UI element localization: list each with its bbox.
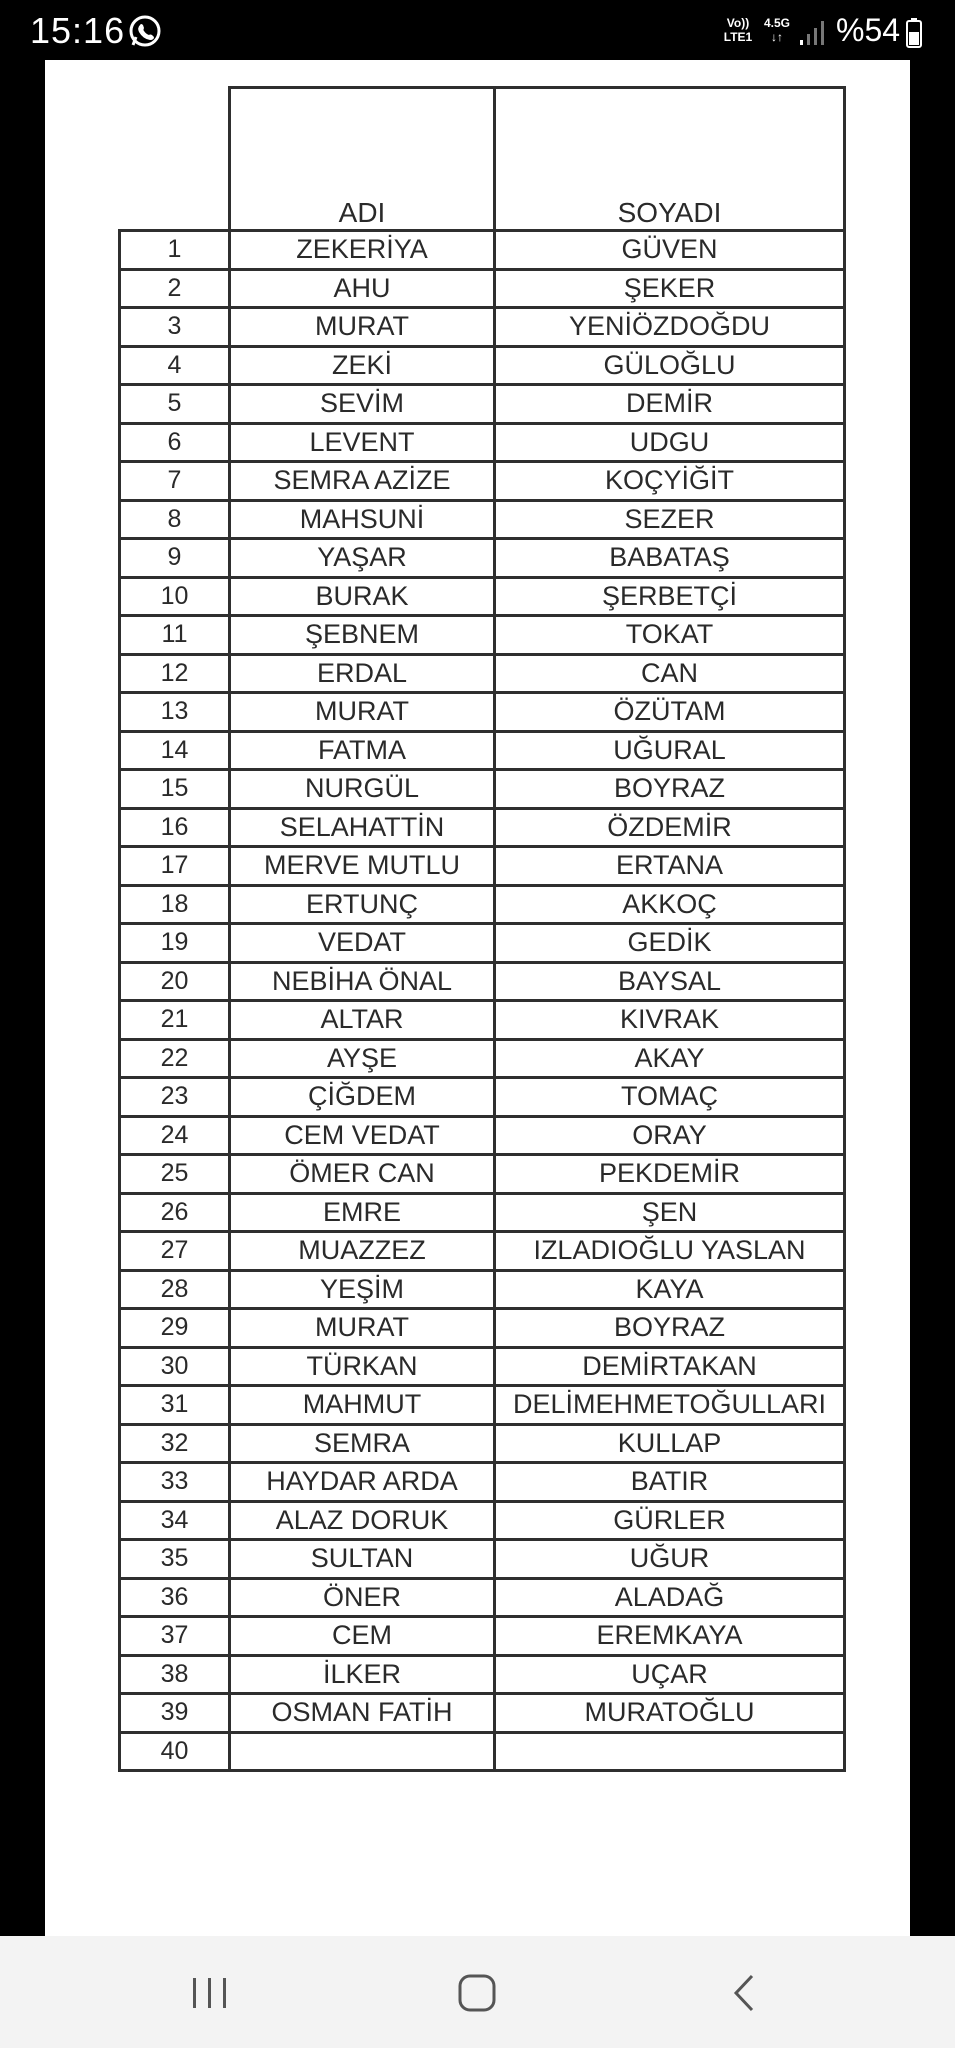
row-number: 36 — [120, 1578, 230, 1617]
table-row — [120, 1309, 845, 1348]
row-name: ÇİĞDEM — [230, 1078, 495, 1117]
row-number: 30 — [120, 1347, 230, 1386]
network-status — [718, 16, 758, 50]
table-row — [120, 269, 845, 308]
row-surname: KULLAP — [495, 1424, 845, 1463]
table-row — [120, 1039, 845, 1078]
row-number: 14 — [120, 731, 230, 770]
volte-label: Vo)) — [726, 16, 750, 30]
row-surname: CAN — [495, 654, 845, 693]
row-surname: KAYA — [495, 1270, 845, 1309]
row-surname: KOÇYİĞİT — [495, 462, 845, 501]
table-row — [120, 1655, 845, 1694]
back-icon[interactable] — [720, 1968, 770, 2018]
row-number: 22 — [120, 1039, 230, 1078]
table-row — [120, 577, 845, 616]
row-name: ZEKERİYA — [230, 231, 495, 270]
row-surname: TOMAÇ — [495, 1078, 845, 1117]
table-row — [120, 962, 845, 1001]
row-surname: DEMİRTAKAN — [495, 1347, 845, 1386]
battery-icon — [906, 18, 922, 48]
row-name: EMRE — [230, 1193, 495, 1232]
table-row — [120, 1116, 845, 1155]
row-surname: AKAY — [495, 1039, 845, 1078]
row-name: CEM VEDAT — [230, 1116, 495, 1155]
row-number: 5 — [120, 385, 230, 424]
table-row — [120, 885, 845, 924]
row-name: SEVİM — [230, 385, 495, 424]
row-number: 18 — [120, 885, 230, 924]
row-surname: KIVRAK — [495, 1001, 845, 1040]
table-row — [120, 1347, 845, 1386]
row-name: AHU — [230, 269, 495, 308]
row-name: ŞEBNEM — [230, 616, 495, 655]
network-gen — [760, 16, 794, 50]
row-name: ALTAR — [230, 1001, 495, 1040]
row-surname: TOKAT — [495, 616, 845, 655]
row-number: 24 — [120, 1116, 230, 1155]
table-row — [120, 693, 845, 732]
table-row — [120, 539, 845, 578]
navigation-bar — [0, 1936, 955, 2048]
table-row — [120, 1386, 845, 1425]
table-row — [120, 808, 845, 847]
table-row — [120, 346, 845, 385]
table-row — [120, 1463, 845, 1502]
row-number: 6 — [120, 423, 230, 462]
row-number: 12 — [120, 654, 230, 693]
table-row — [120, 1193, 845, 1232]
row-surname: BOYRAZ — [495, 1309, 845, 1348]
row-name: MURAT — [230, 693, 495, 732]
table-row — [120, 1232, 845, 1271]
table-row — [120, 1424, 845, 1463]
status-time: 15:16 — [30, 10, 126, 51]
row-name: HAYDAR ARDA — [230, 1463, 495, 1502]
home-icon[interactable] — [452, 1968, 502, 2018]
table-row — [120, 1732, 845, 1771]
row-surname: UĞURAL — [495, 731, 845, 770]
row-name: ALAZ DORUK — [230, 1501, 495, 1540]
document-image — [45, 60, 910, 1936]
row-surname: GEDİK — [495, 924, 845, 963]
row-name: NURGÜL — [230, 770, 495, 809]
row-number: 21 — [120, 1001, 230, 1040]
row-name: NEBİHA ÖNAL — [230, 962, 495, 1001]
table-row — [120, 1270, 845, 1309]
row-surname: YENİÖZDOĞDU — [495, 308, 845, 347]
table-row — [120, 1694, 845, 1733]
row-number: 10 — [120, 577, 230, 616]
table-row — [120, 770, 845, 809]
row-surname: DEMİR — [495, 385, 845, 424]
row-surname: ORAY — [495, 1116, 845, 1155]
table-header-row — [120, 88, 845, 231]
row-number: 27 — [120, 1232, 230, 1271]
table-row — [120, 1617, 845, 1656]
row-number: 39 — [120, 1694, 230, 1733]
network-gen-label: 4.5G — [763, 16, 790, 30]
row-surname: DELİMEHMETOĞULLARI — [495, 1386, 845, 1425]
row-name: MERVE MUTLU — [230, 847, 495, 886]
row-name: OSMAN FATİH — [230, 1694, 495, 1733]
row-surname: ÖZDEMİR — [495, 808, 845, 847]
row-surname: ŞERBETÇİ — [495, 577, 845, 616]
row-surname: ALADAĞ — [495, 1578, 845, 1617]
row-name: TÜRKAN — [230, 1347, 495, 1386]
row-surname: PEKDEMİR — [495, 1155, 845, 1194]
row-name: SULTAN — [230, 1540, 495, 1579]
row-surname: AKKOÇ — [495, 885, 845, 924]
row-number: 31 — [120, 1386, 230, 1425]
row-number: 2 — [120, 269, 230, 308]
whatsapp-icon — [128, 14, 162, 48]
header-surname: SOYADI — [495, 88, 845, 231]
row-number: 26 — [120, 1193, 230, 1232]
row-surname: MURATOĞLU — [495, 1694, 845, 1733]
row-surname: BATIR — [495, 1463, 845, 1502]
row-surname: GÜVEN — [495, 231, 845, 270]
row-number: 13 — [120, 693, 230, 732]
signal-icon — [798, 18, 826, 46]
row-number: 17 — [120, 847, 230, 886]
row-name: YAŞAR — [230, 539, 495, 578]
row-number: 7 — [120, 462, 230, 501]
row-surname: SEZER — [495, 500, 845, 539]
row-name: SEMRA — [230, 1424, 495, 1463]
row-name: SEMRA AZİZE — [230, 462, 495, 501]
row-number: 9 — [120, 539, 230, 578]
data-arrows-icon: ↓↑ — [771, 30, 783, 44]
row-surname: GÜRLER — [495, 1501, 845, 1540]
row-number: 25 — [120, 1155, 230, 1194]
row-surname: BAYSAL — [495, 962, 845, 1001]
row-number: 4 — [120, 346, 230, 385]
row-number: 38 — [120, 1655, 230, 1694]
row-number: 3 — [120, 308, 230, 347]
table-row — [120, 616, 845, 655]
row-name: ERDAL — [230, 654, 495, 693]
table-row — [120, 847, 845, 886]
row-surname: GÜLOĞLU — [495, 346, 845, 385]
row-name: MURAT — [230, 308, 495, 347]
row-number: 16 — [120, 808, 230, 847]
row-name: ERTUNÇ — [230, 885, 495, 924]
row-name: YEŞİM — [230, 1270, 495, 1309]
row-surname: EREMKAYA — [495, 1617, 845, 1656]
table-row — [120, 1540, 845, 1579]
table-row — [120, 731, 845, 770]
row-number: 20 — [120, 962, 230, 1001]
table-row — [120, 1078, 845, 1117]
table-row — [120, 423, 845, 462]
table-row — [120, 924, 845, 963]
header-name: ADI — [230, 88, 495, 231]
row-name: FATMA — [230, 731, 495, 770]
row-name: MUAZZEZ — [230, 1232, 495, 1271]
row-name: SELAHATTİN — [230, 808, 495, 847]
row-surname: BABATAŞ — [495, 539, 845, 578]
status-bar — [0, 0, 955, 60]
row-surname: ŞEKER — [495, 269, 845, 308]
row-name: CEM — [230, 1617, 495, 1656]
table-row — [120, 385, 845, 424]
row-number: 28 — [120, 1270, 230, 1309]
row-surname: ERTANA — [495, 847, 845, 886]
row-number: 32 — [120, 1424, 230, 1463]
row-number: 8 — [120, 500, 230, 539]
table-row — [120, 1155, 845, 1194]
row-name: BURAK — [230, 577, 495, 616]
row-surname: UDGU — [495, 423, 845, 462]
recent-apps-icon[interactable] — [185, 1968, 235, 2018]
lte-label: LTE1 — [723, 30, 753, 44]
row-number: 33 — [120, 1463, 230, 1502]
header-corner — [120, 88, 230, 231]
row-name: MAHMUT — [230, 1386, 495, 1425]
row-name: ÖMER CAN — [230, 1155, 495, 1194]
table-row — [120, 1001, 845, 1040]
table-row — [120, 308, 845, 347]
table-row — [120, 231, 845, 270]
row-number: 37 — [120, 1617, 230, 1656]
row-surname: ŞEN — [495, 1193, 845, 1232]
row-number: 15 — [120, 770, 230, 809]
row-number: 11 — [120, 616, 230, 655]
row-number: 1 — [120, 231, 230, 270]
row-surname: IZLADIOĞLU YASLAN — [495, 1232, 845, 1271]
row-name: ZEKİ — [230, 346, 495, 385]
row-surname: ÖZÜTAM — [495, 693, 845, 732]
table-row — [120, 462, 845, 501]
row-number: 23 — [120, 1078, 230, 1117]
table-row — [120, 1501, 845, 1540]
table-row — [120, 1578, 845, 1617]
table-row — [120, 654, 845, 693]
row-number: 34 — [120, 1501, 230, 1540]
student-table — [118, 86, 846, 1772]
row-number: 19 — [120, 924, 230, 963]
row-name: LEVENT — [230, 423, 495, 462]
row-number: 29 — [120, 1309, 230, 1348]
row-name — [230, 1732, 495, 1771]
row-number: 40 — [120, 1732, 230, 1771]
battery-percent: %54 — [836, 12, 901, 48]
row-surname: BOYRAZ — [495, 770, 845, 809]
row-surname: UÇAR — [495, 1655, 845, 1694]
row-name: İLKER — [230, 1655, 495, 1694]
row-surname — [495, 1732, 845, 1771]
row-name: MURAT — [230, 1309, 495, 1348]
row-name: MAHSUNİ — [230, 500, 495, 539]
row-surname: UĞUR — [495, 1540, 845, 1579]
row-name: ÖNER — [230, 1578, 495, 1617]
row-name: VEDAT — [230, 924, 495, 963]
row-name: AYŞE — [230, 1039, 495, 1078]
table-row — [120, 500, 845, 539]
row-number: 35 — [120, 1540, 230, 1579]
